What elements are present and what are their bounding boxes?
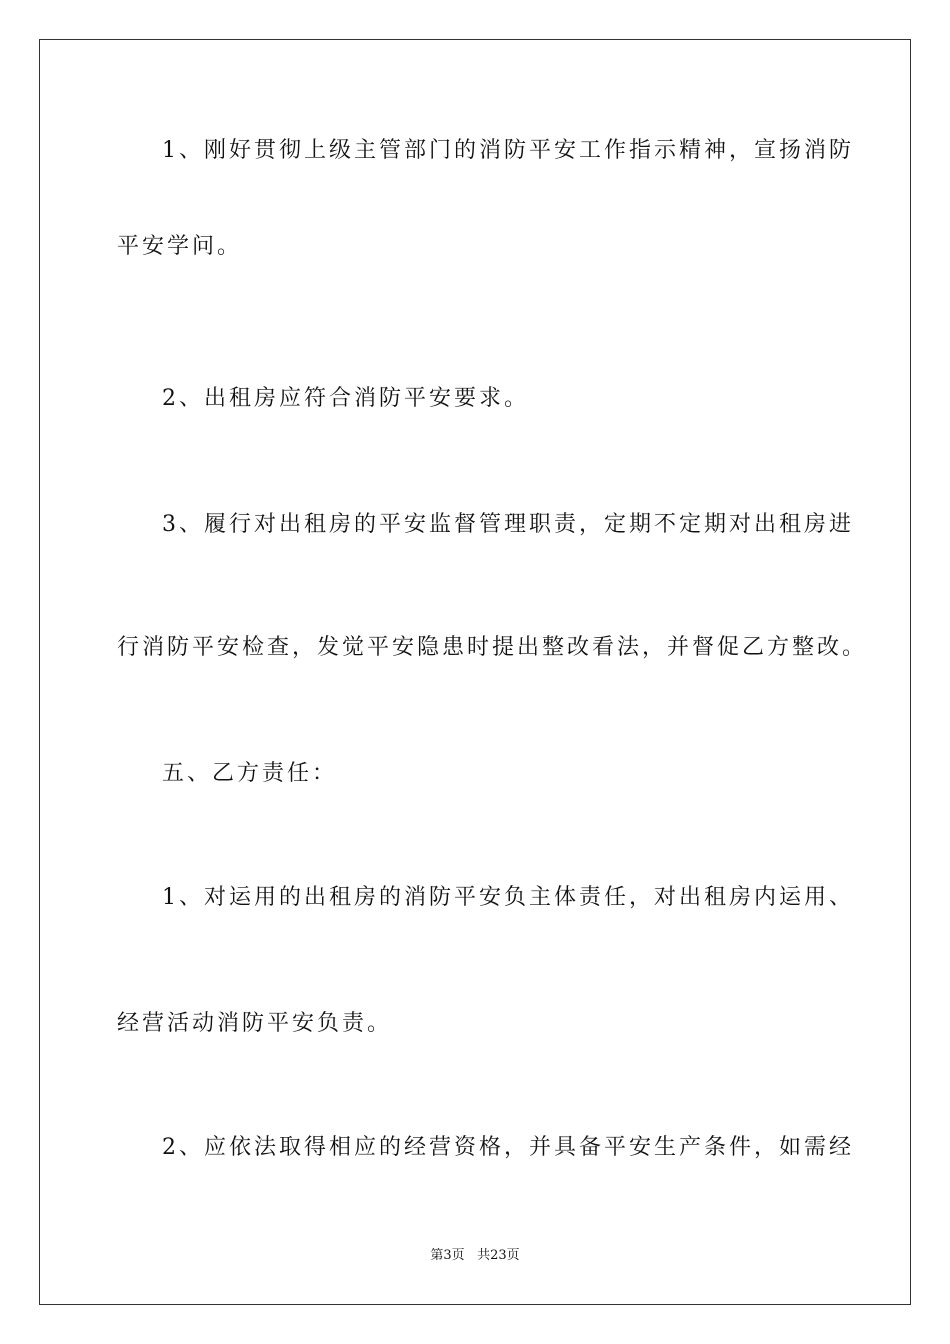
text-line-4: 3、履行对出租房的平安监督管理职责，定期不定期对出租房进 (162, 512, 854, 537)
text-line-3: 2、出租房应符合消防平安要求。 (162, 386, 529, 411)
page-number: 第3页 (430, 1248, 465, 1263)
text-line-1: 1、刚好贯彻上级主管部门的消防平安工作指示精神，宣扬消防 (162, 138, 854, 163)
section-heading: 五、乙方责任： (162, 761, 338, 786)
page-total: 共23页 (477, 1248, 520, 1263)
text-line-2: 平安学问。 (117, 234, 243, 259)
text-line-7: 1、对运用的出租房的消防平安负主体责任，对出租房内运用、 (162, 885, 854, 910)
text-line-8: 经营活动消防平安负责。 (117, 1011, 393, 1036)
page-border (39, 39, 911, 1305)
text-line-9: 2、应依法取得相应的经营资格，并具备平安生产条件，如需经 (162, 1135, 854, 1160)
text-line-5: 行消防平安检查，发觉平安隐患时提出整改看法，并督促乙方整改。 (117, 635, 868, 660)
page-footer (0, 1249, 950, 1262)
